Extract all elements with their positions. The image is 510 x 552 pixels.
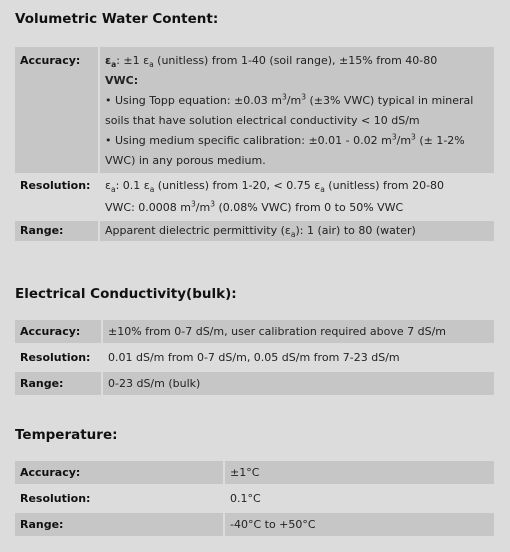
vwc-accuracy-row [15,47,494,173]
ec-range-label: Range: [15,372,101,395]
temp-accuracy-value: ±1°C [223,461,494,484]
ec-resolution-row [15,346,494,369]
ec-accuracy-label: Accuracy: [15,320,101,343]
temperature-heading: Temperature: [15,427,118,443]
temp-range-label: Range: [15,513,223,536]
vwc-table [15,44,494,244]
vwc-range-value: Apparent dielectric permittivity $(\varepsilon_a)$: 1 (air) to 80 (water) [98,221,494,241]
vwc-range-row [15,221,494,241]
vwc-resolution-row [15,176,494,218]
temp-resolution-label: Resolution: [15,487,223,510]
ec-range-row [15,372,494,395]
temperature-table [15,458,494,539]
temp-accuracy-label: Accuracy: [15,461,223,484]
ec-resolution-value: 0.01 dS/m from 0-7 dS/m, 0.05 dS/m from 7-23 dS/m [101,346,494,369]
temp-resolution-value: 0.1°C [223,487,494,510]
ec-range-value: 0-23 dS/m (bulk) [101,372,494,395]
temp-range-row [15,513,494,536]
vwc-heading: Volumetric Water Content: [15,11,219,27]
vwc-accuracy-label: Accuracy: [15,47,98,173]
temp-accuracy-row [15,461,494,484]
ec-resolution-label: Resolution: [15,346,101,369]
ec-table [15,317,494,398]
vwc-resolution-value: $\varepsilon_a$: 0.1 $\varepsilon_a$ (unitless) from 1-20, < 0.75 $\varepsilon_a$ (unitless) from 20-80 VWC: 0.0008 $m^3/m^3$ (0.08% VWC) from 0 to 50% VWC [98,176,494,218]
vwc-sublabel: VWC: [105,74,139,87]
temp-range-value: -40°C to +50°C [223,513,494,536]
vwc-accuracy-value: $\varepsilon_a$: ±1 $\varepsilon_a$ (unitless) from 1-40 (soil range), ±15% from 40-80 VWC: • Using Topp equation: ±0.03 $m^3/m^3$ (±3% VWC) typical in mineral soils that have solution electrical conductivity < 10 dS/m • Using medium specific calibration: ±0.01 - 0.02 $m^3/m^3$ (± 1-2% VWC) in any porous medium. [98,47,494,173]
vwc-resolution-label: Resolution: [15,176,98,218]
temp-resolution-row [15,487,494,510]
ec-accuracy-value: ±10% from 0-7 dS/m, user calibration required above 7 dS/m [101,320,494,343]
ec-accuracy-row [15,320,494,343]
vwc-range-label: Range: [15,221,98,241]
ec-heading: Electrical Conductivity(bulk): [15,286,237,302]
